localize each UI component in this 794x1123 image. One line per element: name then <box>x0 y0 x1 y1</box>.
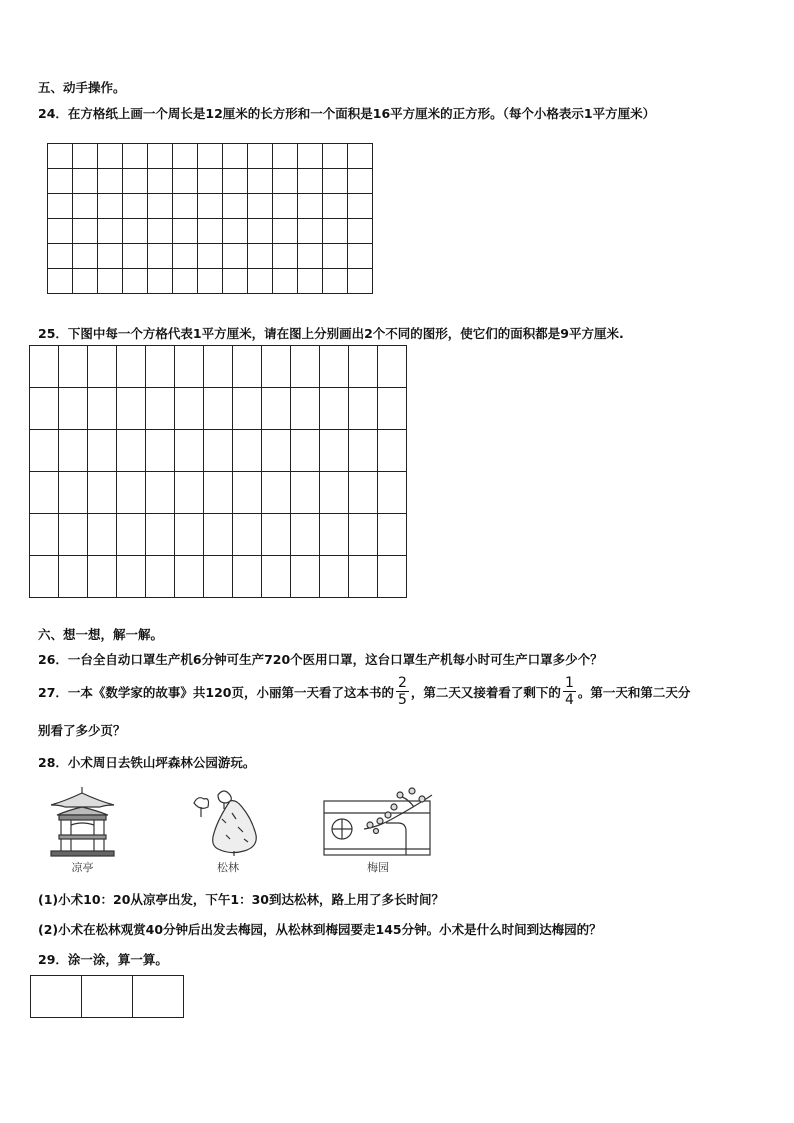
fraction-numerator: 2 <box>398 675 407 691</box>
grid-cell[interactable] <box>378 430 407 472</box>
grid-cell[interactable] <box>148 169 173 194</box>
grid-cell[interactable] <box>59 430 88 472</box>
grid-cell[interactable] <box>378 472 407 514</box>
grid-cell[interactable] <box>117 430 146 472</box>
grid-cell[interactable] <box>248 169 273 194</box>
grid-cell[interactable] <box>88 388 117 430</box>
question-25: 25．下图中每一个方格代表1平方厘米，请在图上分别画出2个不同的图形，使它们的面积都是9平方厘米. <box>38 326 624 341</box>
grid-cell[interactable] <box>223 194 248 219</box>
question-28-sub1: (1)小术10：20从凉亭出发，下午1：30到达松林，路上用了多长时间？ <box>38 892 445 907</box>
grid-cell[interactable] <box>175 430 204 472</box>
question-28-sub2: (2)小术在松林观赏40分钟后出发去梅园，从松林到梅园要走145分钟。小术是什么时间到达梅园的？ <box>38 922 602 937</box>
grid-cell[interactable] <box>298 194 323 219</box>
grid-cell[interactable] <box>123 144 148 169</box>
grid-cell[interactable] <box>48 244 73 269</box>
grid-cell[interactable] <box>98 144 123 169</box>
grid-cell[interactable] <box>123 219 148 244</box>
grid-cell[interactable] <box>291 514 320 556</box>
grid-row <box>48 169 373 194</box>
fraction-denominator: 4 <box>564 692 574 708</box>
grid-cell[interactable] <box>204 472 233 514</box>
grid-cell[interactable] <box>349 472 378 514</box>
grid-cell[interactable] <box>291 472 320 514</box>
grid-cell[interactable] <box>298 244 323 269</box>
grid-cell[interactable] <box>204 430 233 472</box>
grid-cell[interactable] <box>146 346 175 388</box>
grid-cell[interactable] <box>298 219 323 244</box>
grid-cell[interactable] <box>148 194 173 219</box>
grid-cell[interactable] <box>98 169 123 194</box>
grid-cell[interactable] <box>73 269 98 294</box>
grid-cell[interactable] <box>248 219 273 244</box>
grid-cell[interactable] <box>349 514 378 556</box>
question-27-line2: 别看了多少页？ <box>38 723 126 738</box>
fraction-numerator: 1 <box>564 675 574 691</box>
grid-cell[interactable] <box>117 388 146 430</box>
caption-plum-garden: 梅园 <box>367 861 389 874</box>
grid-cell[interactable] <box>198 194 223 219</box>
q27-part2: ，第二天又接着看了剩下的 <box>410 684 561 700</box>
grid-cell[interactable] <box>348 244 373 269</box>
grid-row <box>30 430 407 472</box>
grid-cell[interactable] <box>88 514 117 556</box>
grid-cell[interactable] <box>349 556 378 598</box>
grid-cell[interactable] <box>291 556 320 598</box>
grid-row <box>30 388 407 430</box>
grid-cell[interactable] <box>273 194 298 219</box>
grid-cell[interactable] <box>298 169 323 194</box>
grid-cell[interactable] <box>148 244 173 269</box>
grid-cell[interactable] <box>59 346 88 388</box>
grid-paper-q24[interactable] <box>47 143 373 294</box>
grid-cell[interactable] <box>223 219 248 244</box>
grid-cell[interactable] <box>30 346 59 388</box>
grid-cell[interactable] <box>173 219 198 244</box>
question-28: 28．小术周日去铁山坪森林公园游玩。 <box>38 755 256 770</box>
grid-cell[interactable] <box>146 430 175 472</box>
grid-cell[interactable] <box>273 244 298 269</box>
grid-cell[interactable] <box>320 556 349 598</box>
grid-cell[interactable] <box>175 556 204 598</box>
grid-cell[interactable] <box>146 556 175 598</box>
grid-row <box>30 556 407 598</box>
plum-garden-icon <box>322 785 434 857</box>
question-24: 24．在方格纸上画一个周长是12厘米的长方形和一个面积是16平方厘米的正方形。（每个小格表示1平方厘米） <box>38 106 656 121</box>
grid-cell[interactable] <box>298 269 323 294</box>
grid-cell[interactable] <box>146 514 175 556</box>
grid-cell[interactable] <box>273 169 298 194</box>
grid-cell[interactable] <box>48 219 73 244</box>
grid-cell[interactable] <box>146 472 175 514</box>
grid-cell[interactable] <box>59 388 88 430</box>
grid-cell[interactable] <box>73 144 98 169</box>
grid-cell[interactable] <box>98 269 123 294</box>
grid-cell[interactable] <box>323 194 348 219</box>
caption-pine-forest: 松林 <box>217 861 239 874</box>
grid-cell[interactable] <box>173 244 198 269</box>
grid-cell[interactable] <box>223 244 248 269</box>
grid-cell[interactable] <box>88 346 117 388</box>
grid-cell[interactable] <box>48 269 73 294</box>
grid-row <box>48 144 373 169</box>
grid-cell[interactable] <box>173 169 198 194</box>
grid-cell[interactable] <box>204 514 233 556</box>
grid-row <box>30 514 407 556</box>
pavilion-picture <box>45 785 120 875</box>
grid-cell[interactable] <box>233 556 262 598</box>
grid-cell[interactable] <box>291 430 320 472</box>
grid-cell[interactable] <box>173 144 198 169</box>
grid-cell[interactable] <box>248 144 273 169</box>
grid-cell[interactable] <box>204 556 233 598</box>
grid-cell[interactable] <box>175 472 204 514</box>
grid-cell[interactable] <box>348 219 373 244</box>
grid-cell[interactable] <box>88 556 117 598</box>
grid-cell[interactable] <box>198 169 223 194</box>
grid-cell[interactable] <box>262 472 291 514</box>
grid-cell[interactable] <box>262 430 291 472</box>
grid-cell[interactable] <box>88 430 117 472</box>
grid-cell[interactable] <box>262 514 291 556</box>
grid-cell[interactable] <box>233 388 262 430</box>
grid-cell[interactable] <box>30 556 59 598</box>
grid-row <box>30 472 407 514</box>
grid-cell[interactable] <box>146 388 175 430</box>
grid-cell[interactable] <box>349 346 378 388</box>
grid-cell[interactable] <box>378 556 407 598</box>
grid-cell[interactable] <box>30 388 59 430</box>
grid-row <box>31 976 184 1018</box>
grid-row <box>48 244 373 269</box>
grid-cell[interactable] <box>320 346 349 388</box>
grid-cell[interactable] <box>291 388 320 430</box>
grid-cell[interactable] <box>175 514 204 556</box>
grid-cell[interactable] <box>298 144 323 169</box>
section-6-title: 六、想一想，解一解。 <box>38 627 164 642</box>
grid-cell[interactable] <box>273 144 298 169</box>
grid-cell[interactable] <box>30 430 59 472</box>
grid-cell[interactable] <box>348 269 373 294</box>
grid-row <box>48 194 373 219</box>
grid-cell[interactable] <box>233 472 262 514</box>
grid-cell[interactable] <box>233 430 262 472</box>
grid-cell[interactable] <box>148 269 173 294</box>
grid-cell[interactable] <box>378 388 407 430</box>
grid-cell[interactable] <box>30 514 59 556</box>
grid-cell[interactable] <box>248 194 273 219</box>
grid-cell[interactable] <box>323 244 348 269</box>
grid-cell[interactable] <box>117 472 146 514</box>
grid-cell[interactable] <box>117 514 146 556</box>
grid-cell[interactable] <box>175 388 204 430</box>
grid-cell[interactable] <box>223 269 248 294</box>
grid-cell[interactable] <box>73 169 98 194</box>
q27-part3: 。第一天和第二天分 <box>577 684 691 700</box>
grid-cell[interactable] <box>233 346 262 388</box>
grid-cell[interactable] <box>248 244 273 269</box>
grid-cell[interactable] <box>262 346 291 388</box>
grid-cell[interactable] <box>273 219 298 244</box>
grid-cell[interactable] <box>88 472 117 514</box>
grid-cell[interactable] <box>82 976 133 1018</box>
grid-paper-q25[interactable] <box>29 345 407 598</box>
question-29: 29．涂一涂，算一算。 <box>38 952 168 967</box>
grid-cell[interactable] <box>98 244 123 269</box>
grid-cell[interactable] <box>320 430 349 472</box>
grid-cell[interactable] <box>148 219 173 244</box>
grid-cell[interactable] <box>173 269 198 294</box>
grid-cell[interactable] <box>323 269 348 294</box>
grid-cell[interactable] <box>117 346 146 388</box>
grid-cell[interactable] <box>323 144 348 169</box>
grid-cell[interactable] <box>123 269 148 294</box>
grid-cell[interactable] <box>320 472 349 514</box>
grid-cell[interactable] <box>98 219 123 244</box>
grid-cell[interactable] <box>148 144 173 169</box>
fraction-denominator: 5 <box>398 692 407 708</box>
grid-cell[interactable] <box>175 346 204 388</box>
grid-cell[interactable] <box>349 388 378 430</box>
grid-cell[interactable] <box>117 556 146 598</box>
grid-cell[interactable] <box>204 346 233 388</box>
grid-cell[interactable] <box>198 244 223 269</box>
fraction-one-quarter <box>563 675 576 708</box>
fraction-two-fifths <box>396 675 409 708</box>
grid-cell[interactable] <box>223 144 248 169</box>
grid-cell[interactable] <box>48 169 73 194</box>
section-5-title: 五、动手操作。 <box>38 80 126 95</box>
grid-cell[interactable] <box>30 472 59 514</box>
grid-cell[interactable] <box>291 346 320 388</box>
grid-cell[interactable] <box>348 144 373 169</box>
caption-pavilion: 凉亭 <box>71 861 94 874</box>
grid-cell[interactable] <box>98 194 123 219</box>
grid-cell[interactable] <box>59 472 88 514</box>
grid-cell[interactable] <box>173 194 198 219</box>
grid-cell[interactable] <box>320 388 349 430</box>
grid-cell[interactable] <box>348 169 373 194</box>
grid-cell[interactable] <box>233 514 262 556</box>
grid-row <box>48 219 373 244</box>
grid-cell[interactable] <box>198 269 223 294</box>
grid-cell[interactable] <box>378 346 407 388</box>
grid-cell[interactable] <box>48 194 73 219</box>
grid-cell[interactable] <box>123 194 148 219</box>
q27-part1: 27．一本《数学家的故事》共120页，小丽第一天看了这本书的 <box>38 684 394 700</box>
grid-cell[interactable] <box>262 556 291 598</box>
pine-tree-icon <box>188 785 268 857</box>
question-27 <box>38 675 690 708</box>
grid-cell[interactable] <box>123 169 148 194</box>
grid-cell[interactable] <box>198 219 223 244</box>
grid-cell[interactable] <box>198 144 223 169</box>
grid-row <box>48 269 373 294</box>
grid-cell[interactable] <box>48 144 73 169</box>
plum-garden-picture <box>322 785 434 875</box>
grid-cell[interactable] <box>223 169 248 194</box>
grid-cell[interactable] <box>262 388 291 430</box>
grid-cell[interactable] <box>323 169 348 194</box>
grid-cell[interactable] <box>204 388 233 430</box>
grid-cell[interactable] <box>133 976 184 1018</box>
grid-row <box>30 346 407 388</box>
grid-cell[interactable] <box>349 430 378 472</box>
grid-cell[interactable] <box>73 194 98 219</box>
grid-cell[interactable] <box>73 219 98 244</box>
grid-cell[interactable] <box>59 514 88 556</box>
grid-cell[interactable] <box>273 269 298 294</box>
grid-cell[interactable] <box>31 976 82 1018</box>
question-26: 26．一台全自动口罩生产机6分钟可生产720个医用口罩，这台口罩生产机每小时可生产口罩多少个？ <box>38 652 603 667</box>
grid-cell[interactable] <box>73 244 98 269</box>
grid-cell[interactable] <box>248 269 273 294</box>
pavilion-icon <box>45 785 120 857</box>
grid-cell[interactable] <box>320 514 349 556</box>
pine-forest-picture <box>188 785 268 875</box>
grid-cell[interactable] <box>323 219 348 244</box>
grid-cell[interactable] <box>59 556 88 598</box>
grid-cell[interactable] <box>123 244 148 269</box>
coloring-strip-q29[interactable] <box>30 975 184 1018</box>
grid-cell[interactable] <box>348 194 373 219</box>
grid-cell[interactable] <box>378 514 407 556</box>
